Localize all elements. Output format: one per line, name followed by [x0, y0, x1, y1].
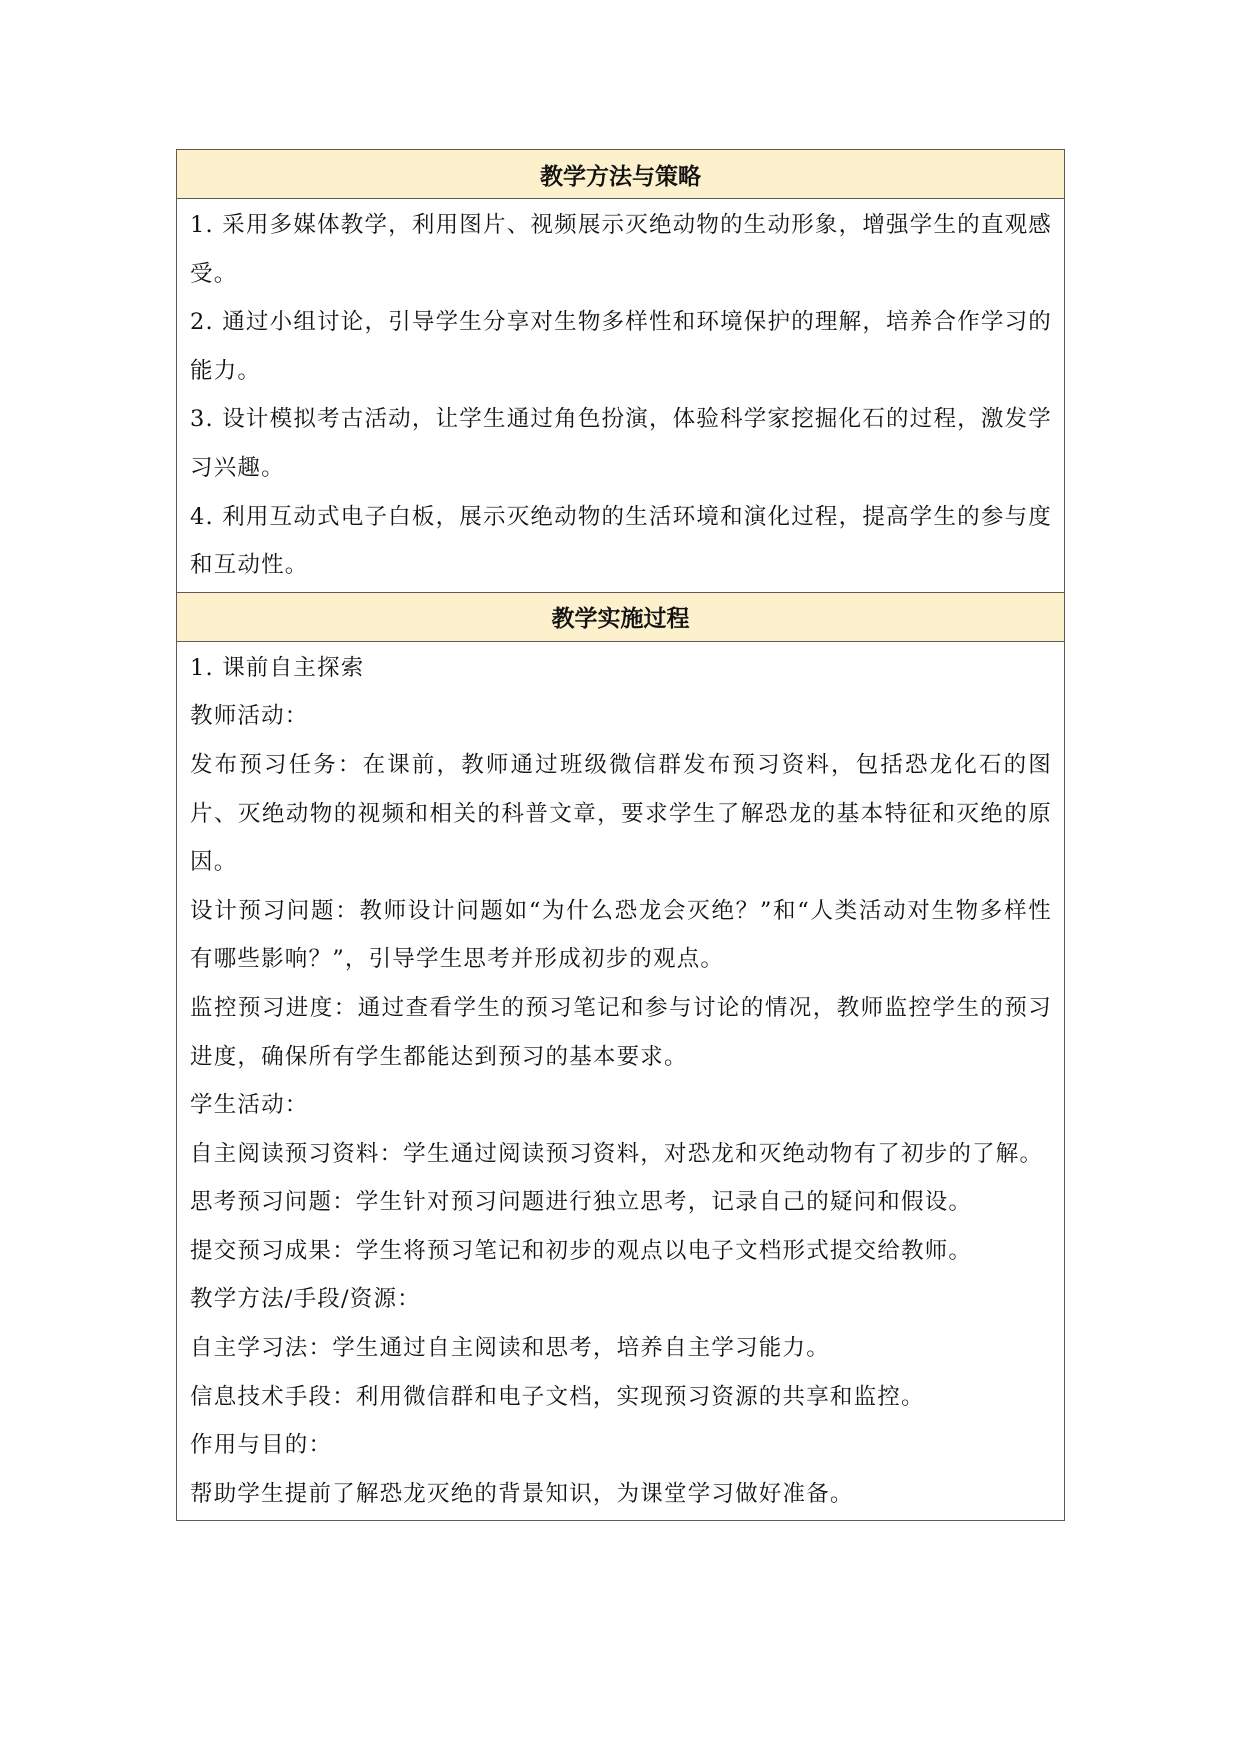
method-item-1: 1. 采用多媒体教学，利用图片、视频展示灭绝动物的生动形象，增强学生的直观感受。 — [190, 212, 1052, 287]
section-body-teaching-methods — [177, 199, 1065, 593]
student-activity-label: 学生活动： — [190, 1092, 309, 1119]
section-header-row — [177, 592, 1065, 641]
purpose-text: 帮助学生提前了解恐龙灭绝的背景知识，为课堂学习做好准备。 — [190, 1480, 854, 1507]
teacher-activity-publish-task: 发布预习任务：在课前，教师通过班级微信群发布预习资料，包括恐龙化石的图片、灭绝动物的视频和相关的科普文章，要求学生了解恐龙的基本特征和灭绝的原因。 — [190, 751, 1052, 876]
section-header-row — [177, 150, 1065, 199]
section-body-implementation — [177, 641, 1065, 1521]
teacher-activity-monitor-progress: 监控预习进度：通过查看学生的预习笔记和参与讨论的情况，教师监控学生的预习进度，确保所有学生都能达到预习的基本要求。 — [190, 994, 1052, 1070]
section-title-implementation: 教学实施过程 — [177, 592, 1065, 641]
method-self-study: 自主学习法：学生通过自主阅读和思考，培养自主学习能力。 — [190, 1335, 830, 1362]
lesson-plan-table — [176, 149, 1065, 1521]
student-activity-think: 思考预习问题：学生针对预习问题进行独立思考，记录自己的疑问和假设。 — [190, 1189, 973, 1216]
step-heading: 1. 课前自主探索 — [190, 654, 365, 681]
method-it-tools: 信息技术手段：利用微信群和电子文档，实现预习资源的共享和监控。 — [190, 1383, 925, 1410]
section-body-row — [177, 199, 1065, 593]
student-activity-submit: 提交预习成果：学生将预习笔记和初步的观点以电子文档形式提交给教师。 — [190, 1237, 973, 1264]
purpose-label: 作用与目的： — [190, 1432, 333, 1459]
method-item-4: 4. 利用互动式电子白板，展示灭绝动物的生活环境和演化过程，提高学生的参与度和互动性。 — [190, 503, 1052, 579]
section-title-teaching-methods: 教学方法与策略 — [177, 150, 1065, 199]
student-activity-read: 自主阅读预习资料：学生通过阅读预习资料，对恐龙和灭绝动物有了初步的了解。 — [190, 1140, 1044, 1167]
teacher-activity-design-questions: 设计预习问题：教师设计问题如“为什么恐龙会灭绝？”和“人类活动对生物多样性有哪些影响？”，引导学生思考并形成初步的观点。 — [190, 897, 1052, 973]
teacher-activity-label: 教师活动： — [190, 703, 309, 730]
method-item-3: 3. 设计模拟考古活动，让学生通过角色扮演，体验科学家挖掘化石的过程，激发学习兴趣。 — [190, 406, 1052, 481]
method-item-2: 2. 通过小组讨论，引导学生分享对生物多样性和环境保护的理解，培养合作学习的能力。 — [190, 309, 1052, 384]
methods-resources-label: 教学方法/手段/资源： — [190, 1286, 421, 1313]
section-body-row — [177, 641, 1065, 1521]
